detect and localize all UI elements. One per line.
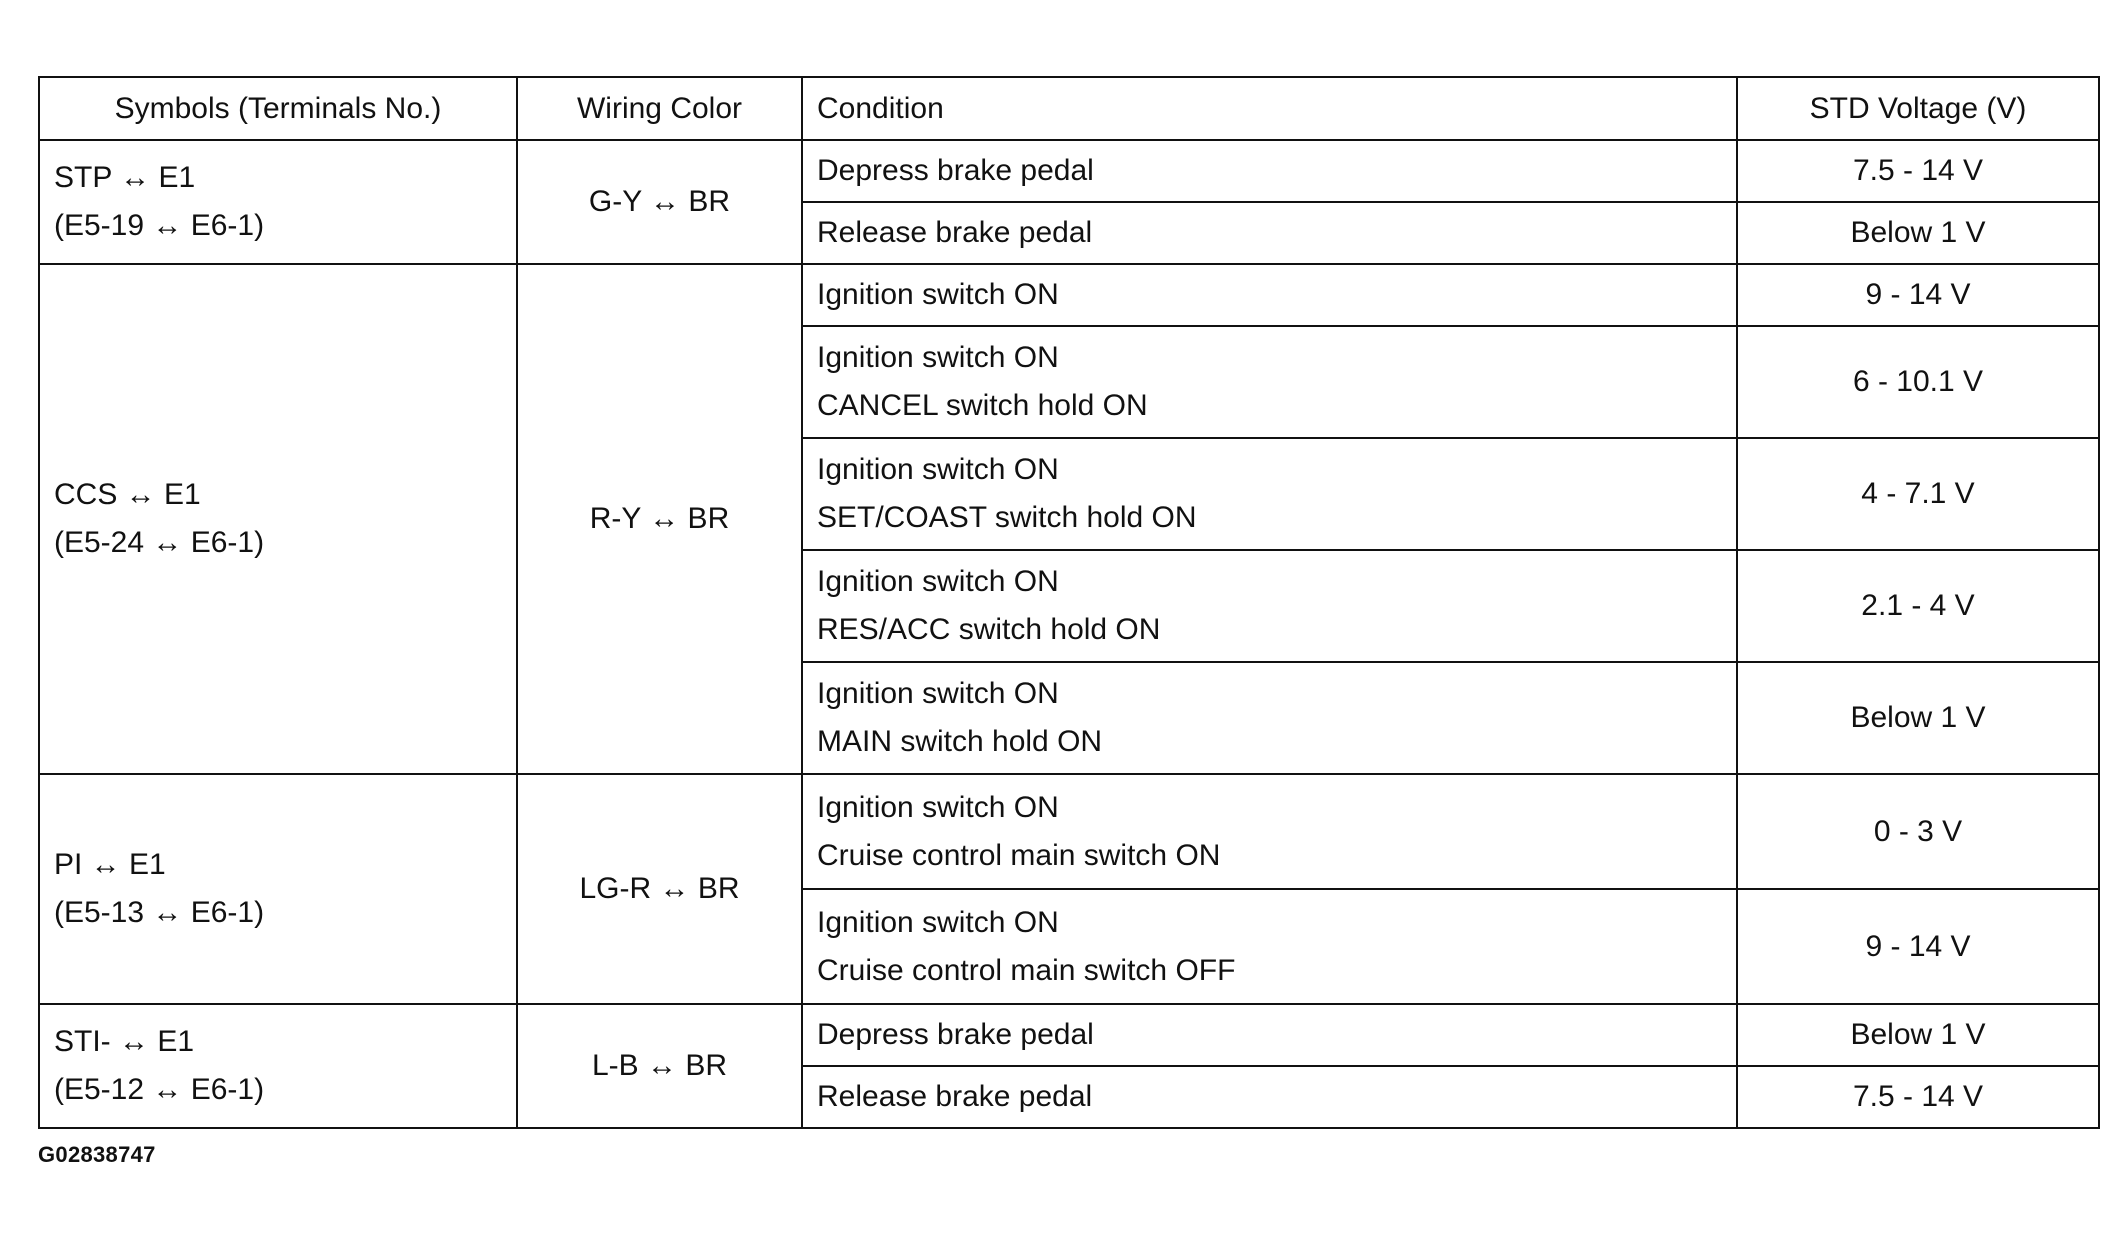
symbol-cell — [39, 774, 517, 1004]
voltage-cell: 7.5 - 14 V — [1737, 1066, 2099, 1128]
table-row — [39, 1004, 2099, 1066]
condition-cell: Depress brake pedal — [802, 1004, 1737, 1066]
voltage-cell: 6 - 10.1 V — [1737, 326, 2099, 438]
symbol-cell — [39, 1004, 517, 1128]
condition-cell: Release brake pedal — [802, 1066, 1737, 1128]
condition-cell: Ignition switch ON SET/COAST switch hold ON — [802, 438, 1737, 550]
voltage-cell: Below 1 V — [1737, 1004, 2099, 1066]
condition-cell: Ignition switch ON Cruise control main switch ON — [802, 774, 1737, 889]
symbol-terminal: STI- ↔ E1 — [54, 1025, 195, 1058]
condition-cell: Release brake pedal — [802, 202, 1737, 264]
symbol-terminal-number: (E5-13 ↔ E6-1) — [54, 896, 265, 929]
symbol-terminal-number: (E5-12 ↔ E6-1) — [54, 1073, 265, 1106]
table-row — [39, 140, 2099, 202]
header-wiring-color: Wiring Color — [517, 77, 802, 140]
voltage-cell: 9 - 14 V — [1737, 264, 2099, 326]
symbol-terminal-number: (E5-19 ↔ E6-1) — [54, 209, 265, 242]
header-row — [39, 77, 2099, 140]
table-row — [39, 774, 2099, 889]
header-symbols: Symbols (Terminals No.) — [39, 77, 517, 140]
condition-cell: Ignition switch ON CANCEL switch hold ON — [802, 326, 1737, 438]
figure-code: G02838747 — [38, 1142, 156, 1167]
voltage-spec-table — [38, 76, 2100, 1129]
voltage-cell: Below 1 V — [1737, 662, 2099, 774]
symbol-cell — [39, 140, 517, 264]
symbol-cell — [39, 264, 517, 774]
condition-cell: Ignition switch ON MAIN switch hold ON — [802, 662, 1737, 774]
header-condition: Condition — [802, 77, 1737, 140]
symbol-terminal: PI ↔ E1 — [54, 848, 166, 881]
condition-cell: Ignition switch ON — [802, 264, 1737, 326]
wiring-color-cell: LG-R ↔ BR — [517, 774, 802, 1004]
symbol-terminal: STP ↔ E1 — [54, 161, 196, 194]
wiring-color-cell: R-Y ↔ BR — [517, 264, 802, 774]
symbol-terminal-number: (E5-24 ↔ E6-1) — [54, 526, 265, 559]
voltage-cell: Below 1 V — [1737, 202, 2099, 264]
condition-cell: Depress brake pedal — [802, 140, 1737, 202]
voltage-cell: 9 - 14 V — [1737, 889, 2099, 1004]
voltage-cell: 7.5 - 14 V — [1737, 140, 2099, 202]
symbol-terminal: CCS ↔ E1 — [54, 478, 201, 511]
header-std-voltage: STD Voltage (V) — [1737, 77, 2099, 140]
condition-cell: Ignition switch ON Cruise control main switch OFF — [802, 889, 1737, 1004]
voltage-cell: 0 - 3 V — [1737, 774, 2099, 889]
voltage-cell: 4 - 7.1 V — [1737, 438, 2099, 550]
wiring-color-cell: L-B ↔ BR — [517, 1004, 802, 1128]
condition-cell: Ignition switch ON RES/ACC switch hold ON — [802, 550, 1737, 662]
table-row — [39, 264, 2099, 326]
wiring-color-cell: G-Y ↔ BR — [517, 140, 802, 264]
voltage-cell: 2.1 - 4 V — [1737, 550, 2099, 662]
